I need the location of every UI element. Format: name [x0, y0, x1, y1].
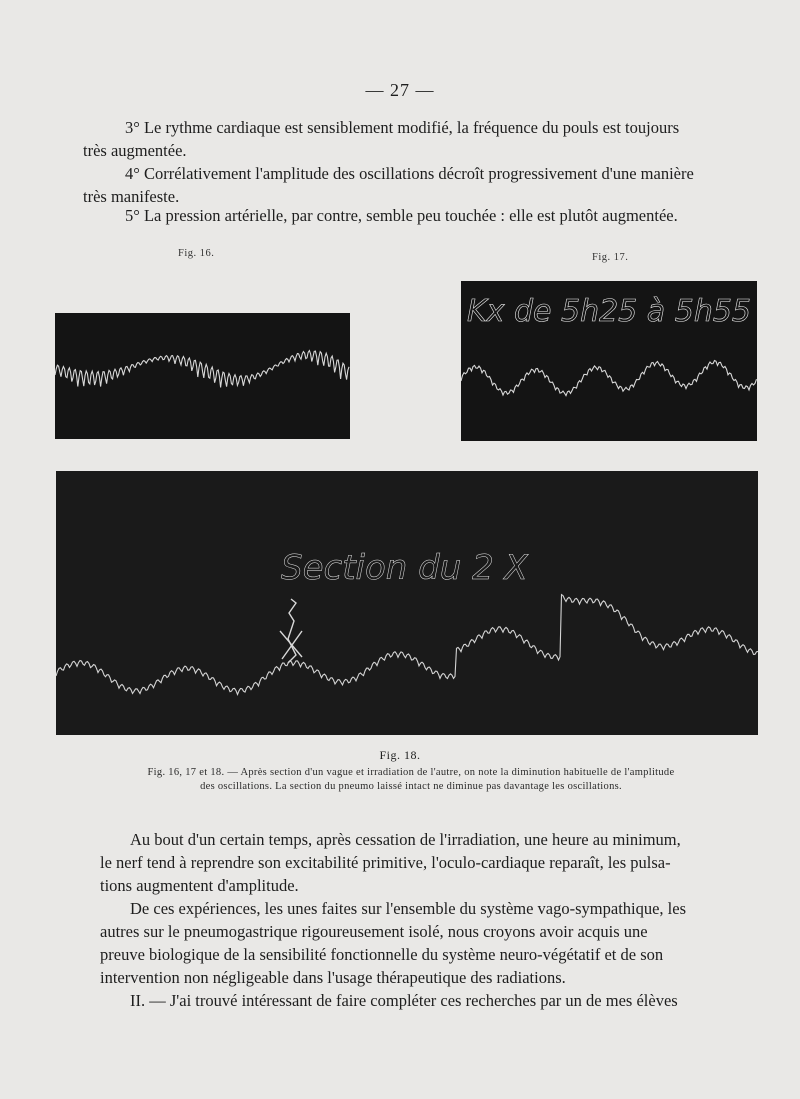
body-paragraph-1-line-3: tions augmentent d'amplitude. [100, 876, 299, 895]
arrow-mark-icon [288, 599, 296, 663]
fig16-trace [55, 313, 350, 439]
body-text [100, 828, 720, 1012]
fig18-label: Fig. 18. [379, 748, 421, 762]
item-5 [83, 204, 723, 227]
body-paragraph-2-line-1: De ces expériences, les unes faites sur l'ensemble du système vago-sympathique, les [130, 899, 687, 918]
body-paragraph-1-line-1: Au bout d'un certain temps, après cessation de l'irradiation, une heure au minimum, [130, 830, 681, 849]
item-3 [83, 116, 723, 162]
item-4-line-1: 4° Corrélativement l'amplitude des oscillations décroît progressivement d'une manière [125, 164, 694, 183]
fig16-trace-panel [55, 313, 350, 439]
body-paragraph-1 [100, 828, 720, 897]
body-paragraph-3-line-1: II. — J'ai trouvé intéressant de faire compléter ces recherches par un de mes élèves [130, 991, 678, 1010]
item-3-line-2: très augmentée. [83, 141, 187, 160]
caption-line-1: Fig. 16, 17 et 18. — Après section d'un vague et irradiation de l'autre, on note la diminution habituelle de l'amplitude [147, 767, 675, 778]
item-5-line-1: 5° La pression artérielle, par contre, semble peu touchée : elle est plutôt augmentée. [125, 206, 678, 225]
figure-caption [96, 766, 726, 794]
body-paragraph-2-line-4: intervention non négligeable dans l'usage thérapeutique des radiations. [100, 968, 566, 987]
body-paragraph-3 [100, 989, 720, 1012]
fig17-trace-panel [461, 281, 757, 441]
fig17-trace [461, 281, 757, 441]
body-paragraph-2 [100, 897, 720, 989]
body-paragraph-2-line-2: autres sur le pneumogastrique rigoureusement isolé, nous croyons avoir acquis une [100, 922, 648, 941]
item-3-line-1: 3° Le rythme cardiaque est sensiblement modifié, la fréquence du pouls est toujours [125, 118, 680, 137]
body-paragraph-1-line-2: le nerf tend à reprendre son excitabilité primitive, l'oculo-cardiaque reparaît, les pulsa- [100, 853, 671, 872]
fig18-trace [56, 471, 758, 735]
item-4-line-2: très manifeste. [83, 187, 180, 206]
body-paragraph-2-line-3: preuve biologique de la sensibilité fonctionnelle du système neuro-végétatif et de son [100, 945, 664, 964]
caption-line-2: des oscillations. La section du pneumo laissé intact ne diminue pas davantage les oscillations. [200, 781, 622, 792]
fig17-handwritten-annotation: Kx de 5h25 à 5h55 [467, 294, 752, 329]
cross-mark-icon [280, 631, 302, 659]
item-4 [83, 162, 723, 208]
fig17-label: Fig. 17. [592, 252, 629, 263]
page-number: — 27 — [365, 80, 435, 100]
fig16-label: Fig. 16. [178, 248, 215, 259]
fig18-handwritten-annotation: Section du 2 X [281, 548, 528, 588]
fig18-trace-panel [56, 471, 758, 735]
